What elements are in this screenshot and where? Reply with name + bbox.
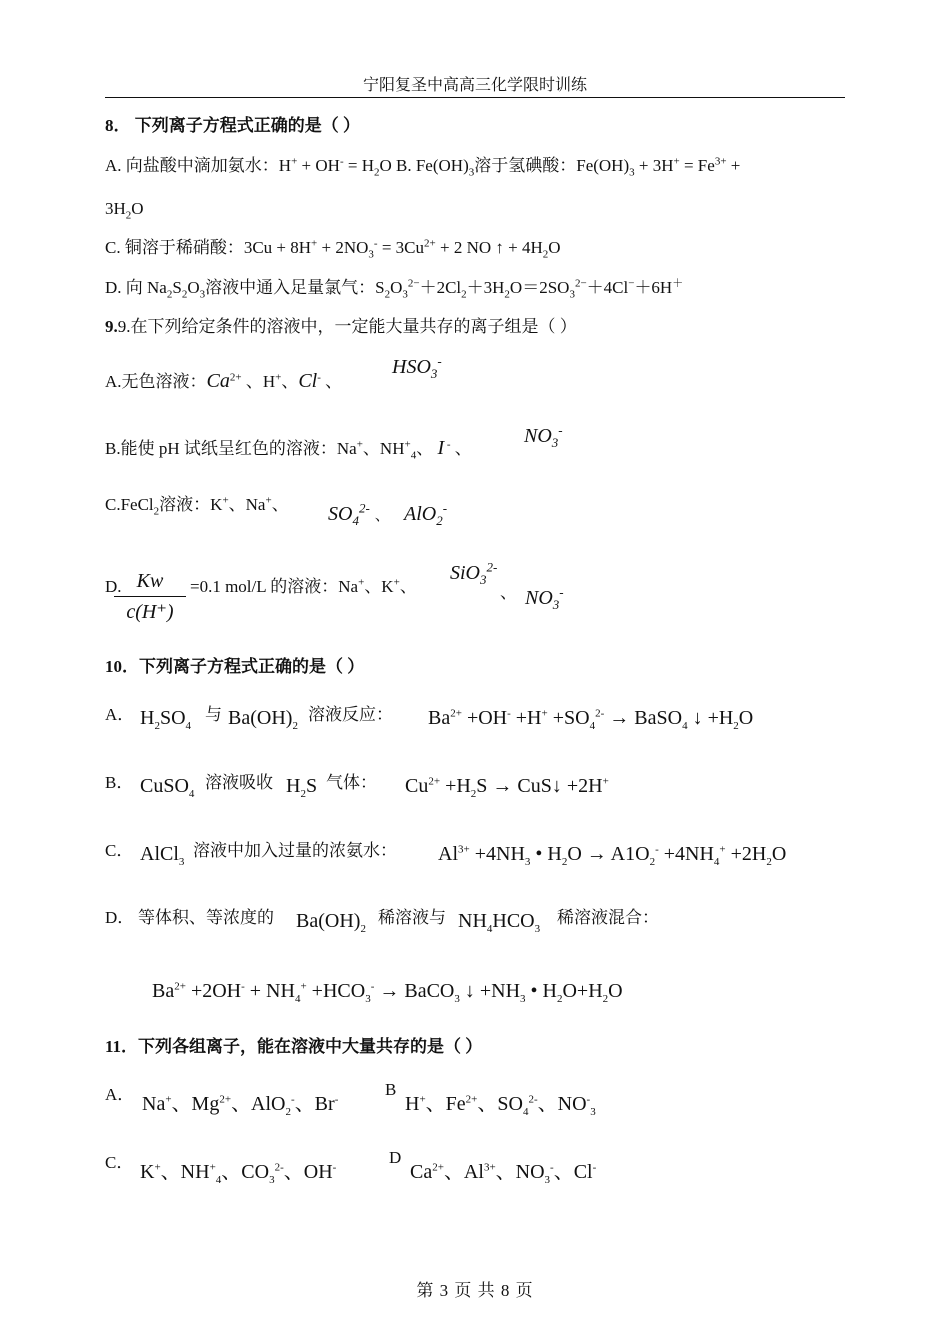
q8-option-a-b: A. 向盐酸中滴加氨水：$H^+ + OH^- = H_2O$ B. $Fe(OH)_3$溶于氢碘酸：$Fe(OH)_3 + 3H^+ = Fe^{3+}$ +: [105, 155, 741, 179]
header-rule: [105, 97, 845, 98]
q11-c-label: C．: [105, 1153, 134, 1172]
q11-d-label: D: [389, 1148, 402, 1167]
q11-d-ions: $Ca^{2+}$、$Al^{3+}$、$NO_3^-$、Cl-: [410, 1161, 597, 1186]
document-page: 宁阳复圣中高高三化学限时训练 8． 下列离子方程式正确的是（ ） A. 向盐酸中滴加氨水：$H^+ + OH^- = H_2O$ B. $Fe(OH)_3$溶于氢碘酸：$Fe(OH)_3 + 3H^+ = Fe^{3+}$ + $3H_2O$ C. 铜溶于稀硝酸：$3Cu + 8H^+ + 2NO_3^- = 3Cu^{2+} + 2$ NO ↑ + $4H_2O$ D. 向 $Na_2S_2O_3$溶液中通入足量氯气：$S_2O_3^{2-}+2Cl_2+3H_2O=2SO_3^{2-}+4Cl^-+6H^+$ 9.9.在下列给定条件的溶液中，一定能大量共存的离子组是（ ） A.无色溶液：$Ca^{2+}$ 、H+、Cl- 、 $HSO_3^-$ B.能使 pH 试纸呈红色的溶液：Na+、$NH^+_4$、 I - 、 $NO_3^-$ C.FeCl$_2$溶液：K+、Na+、 $SO_4^{2-}$ 、 AlO$_2$- D. Kw c(H⁺) =0.1 mol/L 的溶液：Na+、K+、 SiO$_3^{2-}$ 、 $NO_3^-$ 10．下列离子方程式正确的是（ ） A． $H_2SO_4$ 与 $Ba(OH)_2$ 溶液反应： $Ba^{2+} +OH^- +H^+ +SO_4^{2-}$ → BaSO$_4$ ↓ $+H_2O$ B． CuSO$_4$ 溶液吸收 $H_2S$ 气体： $Cu^{2+} +H_2S$ → CuS↓ +2H+ C． AlCl$_3$ 溶液中加入过量的浓氨水： $Al^{3+} +4NH_3$ • $H_2O \to A1O_2^- +4NH_4^+ +2H_2O$ D． 等体积、等浓度的 $Ba(OH)_2$ 稀溶液与 $NH_4HCO_3$ 稀溶液混合： $Ba^{2+} +2OH^- + NH_4^+ +HCO_3^-$ → BaCO$_3$ ↓ $+NH_3$ • $H_2O+H_2O$ 11．下列各组离子，能在溶液中大量共存的是（ ） A． Na+、$Mg^{2+}$、AlO$_2$-、Br- B H+、$Fe^{2+}$、$SO_4^{2-}$、$NO^-_3$ C． K+、$NH^+_4$、$CO_3^{2-}$、OH- D $Ca^{2+}$、$Al^{3+}$、$NO_3^-$、Cl- 第 3 页 共 8 页: [0, 0, 950, 1342]
q9-stem-text: 9.在下列给定条件的溶液中，一定能大量共存的离子组是（ ）: [117, 317, 577, 336]
q8-b-prefix: B. Fe(OH): [396, 156, 469, 175]
q9-c-text: 溶液：: [159, 495, 211, 514]
fraction-denominator: c(H⁺): [126, 601, 174, 623]
q10-a-text1: 与: [205, 705, 222, 724]
q9-c-alo2: AlO$_2$-: [404, 500, 448, 528]
q10-a-text2: 溶液反应：: [308, 705, 393, 724]
q10-stem: 10．下列离子方程式正确的是（ ）: [105, 657, 365, 676]
q9-b-no3: $NO_3^-$: [524, 422, 563, 450]
q10-c-equation: $Al^{3+} +4NH_3$ • $H_2O \to A1O_2^- +4NH_4^+ +2H_2O$: [438, 843, 787, 868]
q8-d-text: 溶液中通入足量氯气：: [205, 278, 376, 297]
q9-d-no3: $NO_3^-$: [525, 584, 564, 612]
q8-c-prefix: C. 铜溶于稀硝酸：: [105, 238, 244, 257]
q10-d-label: D．: [105, 908, 135, 927]
q8-a-prefix: A. 向盐酸中滴加氨水：: [105, 156, 279, 175]
q10-d-text2: 稀溶液与: [378, 908, 446, 927]
q11-b-ions: H+、$Fe^{2+}$、$SO_4^{2-}$、$NO^-_3$: [405, 1093, 596, 1118]
q9-option-c: C.FeCl$_2$溶液：K+、Na+、: [105, 494, 289, 518]
q11-stem: 11．下列各组离子，能在溶液中大量共存的是（ ）: [105, 1037, 483, 1056]
q8-d-prefix: D. 向 Na: [105, 278, 167, 297]
q9-d-sio3: SiO$_3^{2-}$: [450, 559, 498, 587]
q9-option-d-prefix: D.: [105, 577, 122, 596]
q10-b-h2s: $H_2S$: [286, 775, 318, 800]
q9-stem: 9.9.在下列给定条件的溶液中，一定能大量共存的离子组是（ ）: [105, 317, 577, 336]
q10-b-cuso4: CuSO$_4$: [140, 775, 195, 800]
q10-d-text1: 等体积、等浓度的: [138, 908, 274, 927]
q11-a-ions: Na+、$Mg^{2+}$、AlO$_2$-、Br-: [142, 1093, 339, 1118]
q11-b-label: B: [385, 1080, 397, 1099]
q9-option-d: =0.1 mol/L 的溶液：Na+、K+、: [190, 576, 417, 596]
q10-b-equation: $Cu^{2+} +H_2S$ → CuS↓ +2H+: [405, 775, 609, 800]
q9-d-text: =0.1 mol/L 的溶液：: [190, 577, 339, 596]
q10-d-baoh2: $Ba(OH)_2$: [296, 910, 366, 935]
q10-c-alcl3: AlCl$_3$: [140, 843, 185, 868]
q9-b-prefix: B.能使 pH 试纸呈红色的溶液：: [105, 439, 337, 458]
q10-d-nh4hco3: $NH_4HCO_3$: [458, 910, 541, 935]
q11-c-ions: K+、$NH^+_4$、$CO_3^{2-}$、OH-: [140, 1161, 337, 1186]
page-footer: 第 3 页 共 8 页: [416, 1281, 534, 1300]
q10-c-label: C．: [105, 841, 134, 860]
q8-option-c: C. 铜溶于稀硝酸：$3Cu + 8H^+ + 2NO_3^- = 3Cu^{2+} + 2$ NO ↑ + $4H_2O$: [105, 237, 561, 261]
q8-b-text: 溶于氢碘酸：: [474, 156, 577, 175]
page-header: 宁阳复圣中高高三化学限时训练: [362, 77, 587, 94]
q9-c-so4: $SO_4^{2-}$ 、: [328, 500, 390, 528]
q10-b-text2: 气体：: [326, 773, 377, 792]
q10-a-equation: $Ba^{2+} +OH^- +H^+ +SO_4^{2-}$ → BaSO$_4$ ↓ $+H_2O$: [428, 707, 754, 732]
q10-d-equation: $Ba^{2+} +2OH^- + NH_4^+ +HCO_3^-$ → BaCO$_3$ ↓ $+NH_3$ • $H_2O+H_2O$: [152, 980, 623, 1005]
q9-option-a: A.无色溶液：$Ca^{2+}$ 、H+、Cl- 、: [105, 370, 343, 392]
q10-a-baoh2: $Ba(OH)_2$: [228, 707, 298, 732]
q10-a-label: A．: [105, 705, 135, 724]
q10-c-text: 溶液中加入过量的浓氨水：: [193, 841, 397, 860]
q9-c-prefix: C.FeCl: [105, 495, 154, 514]
q10-b-label: B．: [105, 773, 134, 792]
q9-a-prefix: A.无色溶液：: [105, 372, 207, 391]
q9-a-hso3: $HSO_3^-$: [392, 353, 442, 381]
q8-stem: 8． 下列离子方程式正确的是（ ）: [105, 116, 360, 135]
q10-d-text3: 稀溶液混合：: [557, 908, 659, 927]
q8-option-d: D. 向 $Na_2S_2O_3$溶液中通入足量氯气：$S_2O_3^{2-}+2Cl_2+3H_2O=2SO_3^{2-}+4Cl^-+6H^+$: [105, 277, 684, 301]
q10-b-text1: 溶液吸收: [205, 773, 273, 792]
q11-a-label: A．: [105, 1085, 135, 1104]
q8-option-b-cont: $3H_2O$: [105, 199, 144, 222]
q9-option-b: B.能使 pH 试纸呈红色的溶液：Na+、$NH^+_4$、 I - 、: [105, 437, 472, 462]
fraction-bar: [114, 596, 186, 597]
q10-a-h2so4: $H_2SO_4$: [140, 707, 192, 732]
fraction-numerator: Kw: [136, 570, 164, 592]
q9-d-fraction: [114, 568, 186, 625]
